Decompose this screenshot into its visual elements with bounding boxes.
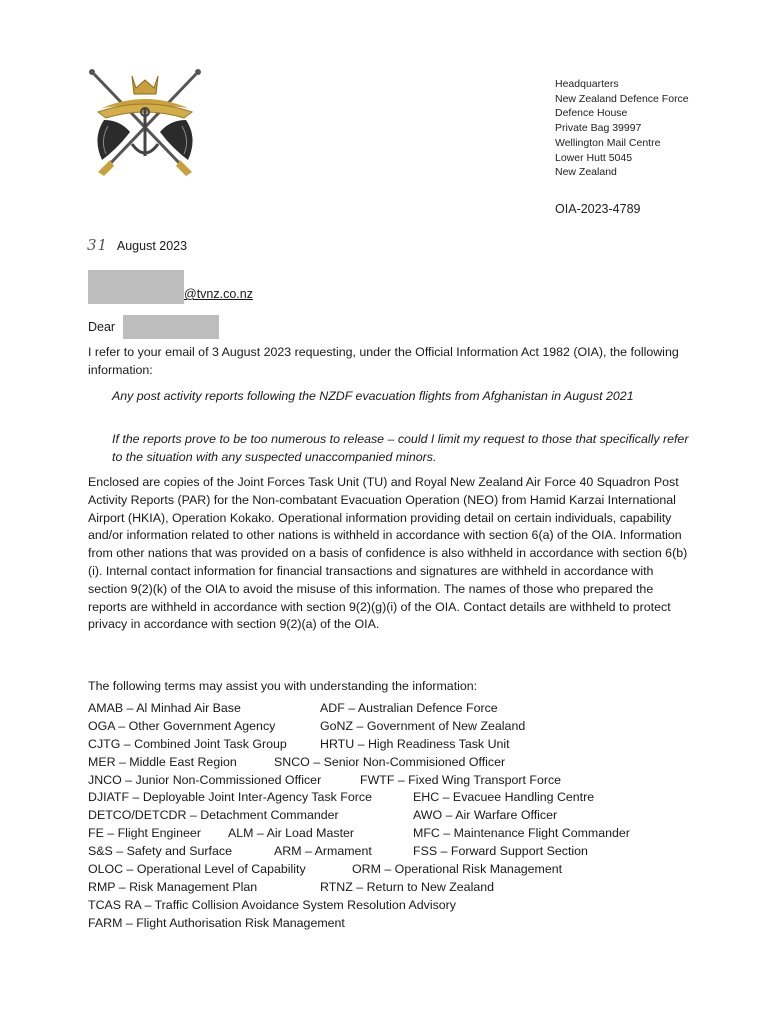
terms-intro: The following terms may assist you with understanding the information: xyxy=(88,679,478,693)
salutation-text: Dear xyxy=(88,320,116,334)
term-item: RTNZ – Return to New Zealand xyxy=(320,879,495,894)
term-item: DJIATF – Deployable Joint Inter-Agency Task Force xyxy=(88,790,372,805)
handwritten-day: 31 xyxy=(87,236,109,254)
term-item: AWO – Air Warfare Officer xyxy=(413,808,558,823)
letter-date xyxy=(87,236,187,254)
term-item: OGA – Other Government Agency xyxy=(88,718,276,733)
term-item: RMP – Risk Management Plan xyxy=(88,879,258,894)
body-paragraph: Enclosed are copies of the Joint Forces Task Unit (TU) and Royal New Zealand Air Force 40 Squadron Post Activity Reports (PAR) for the Non-combatant Evacuation Operation (NEO) from Hamid Karzai International Airport (HKIA), Operation Kokako. Operational information providing detail on certain individuals, capability and/or information related to other nations is withheld in accordance with section 6(a) of the OIA. Information from other nations that was provided on a basis of confidence is also withheld in accordance with section 6(b)(i). Internal contact information for financial transactions and signatures are withheld in accordance with section 9(2)(k) of the OIA to avoid the misuse of this information. The names of those who prepared the reports are withheld in accordance with section 9(2)(g)(i) of the OIA. Contact details are withheld to protect privacy in accordance with section 9(2)(a) of the OIA. xyxy=(88,475,688,632)
redaction-box xyxy=(123,315,219,339)
address-line: Wellington Mail Centre xyxy=(555,136,661,149)
wing-right xyxy=(160,120,193,160)
intro-paragraph: I refer to your email of 3 August 2023 requesting, under the Official Information Act 1982 (OIA), the following information: xyxy=(88,345,679,377)
term-item: DETCO/DETCDR – Detachment Commander xyxy=(88,808,339,823)
term-item: OLOC – Operational Level of Capability xyxy=(88,862,306,877)
term-row xyxy=(88,861,708,879)
term-item: JNCO – Junior Non-Commissioned Officer xyxy=(88,772,322,787)
address-line: New Zealand Defence Force xyxy=(555,92,689,105)
address-line: Lower Hutt 5045 xyxy=(555,151,633,164)
term-item: S&S – Safety and Surface xyxy=(88,844,232,859)
address-line: Headquarters xyxy=(555,78,619,90)
term-row xyxy=(88,700,708,718)
term-row xyxy=(88,772,708,790)
term-item: ALM – Air Load Master xyxy=(228,826,355,841)
address-line: Private Bag 39997 xyxy=(555,122,642,135)
term-item: ADF – Australian Defence Force xyxy=(320,701,498,715)
nzdf-crest-logo xyxy=(84,68,206,180)
term-row xyxy=(88,736,708,754)
term-item: MER – Middle East Region xyxy=(88,754,237,769)
redaction-box xyxy=(88,270,184,304)
recipient-email xyxy=(88,270,253,304)
address-line: New Zealand xyxy=(555,166,617,179)
term-row xyxy=(88,915,708,933)
term-row xyxy=(88,718,708,736)
term-item: MFC – Maintenance Flight Commander xyxy=(413,826,630,841)
term-item: ARM – Armament xyxy=(274,844,372,859)
request-quote: Any post activity reports following the NZDF evacuation flights from Afghanistan in August 2021 xyxy=(112,389,634,403)
term-item: HRTU – High Readiness Task Unit xyxy=(320,736,510,751)
term-item: CJTG – Combined Joint Task Group xyxy=(88,736,287,751)
reference-number: OIA-2023-4789 xyxy=(555,202,641,216)
term-item: TCAS RA – Traffic Collision Avoidance System Resolution Advisory xyxy=(88,897,456,912)
term-row xyxy=(88,807,708,825)
term-row xyxy=(88,843,708,861)
term-item: SNCO – Senior Non-Commisioned Officer xyxy=(274,754,506,769)
wing-left xyxy=(97,120,130,160)
term-item: GoNZ – Government of New Zealand xyxy=(320,718,526,733)
term-item: FWTF – Fixed Wing Transport Force xyxy=(360,772,562,787)
term-item: FE – Flight Engineer xyxy=(88,826,201,841)
term-item: FSS – Forward Support Section xyxy=(413,844,588,859)
term-row xyxy=(88,825,708,843)
term-item: FARM – Flight Authorisation Risk Management xyxy=(88,915,345,930)
term-row xyxy=(88,754,708,772)
term-row xyxy=(88,879,708,897)
date-month-year: August 2023 xyxy=(116,239,188,253)
request-quote: If the reports prove to be too numerous to release – could I limit my request to those that specifically refer to the situation with any suspected unaccompanied minors. xyxy=(112,432,689,464)
term-item: AMAB – Al Minhad Air Base xyxy=(88,701,241,715)
term-row xyxy=(88,789,708,807)
term-row xyxy=(88,897,708,915)
salutation xyxy=(88,315,219,339)
crown-shape xyxy=(132,76,158,94)
address-line: Defence House xyxy=(555,107,628,120)
letterhead-address xyxy=(555,77,689,180)
term-item: ORM – Operational Risk Management xyxy=(352,862,563,877)
email-domain: @tvnz.co.nz xyxy=(184,287,253,301)
terms-list xyxy=(88,700,708,933)
term-item: EHC – Evacuee Handling Centre xyxy=(413,790,595,805)
